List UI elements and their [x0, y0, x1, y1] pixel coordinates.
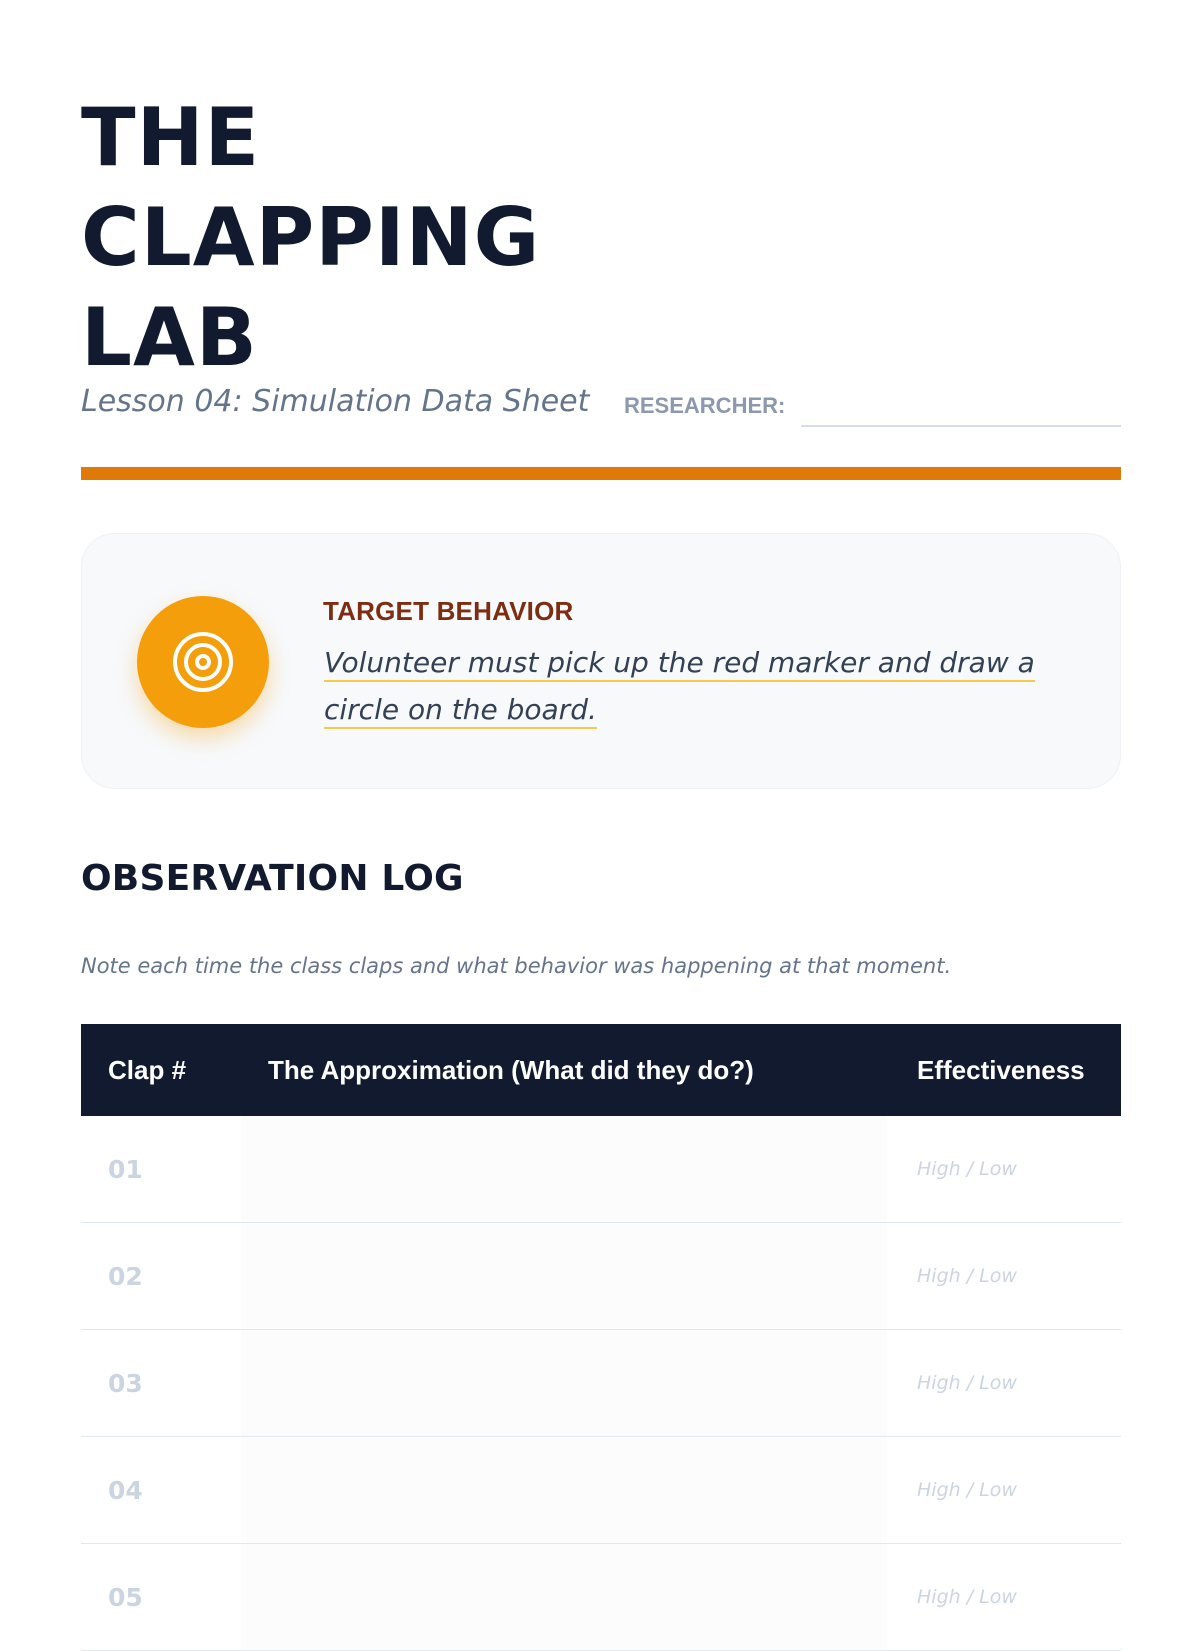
- researcher-name-field[interactable]: [801, 425, 1121, 427]
- target-glyph: [171, 630, 235, 694]
- clap-number: 04: [81, 1437, 241, 1544]
- clap-number: 01: [81, 1116, 241, 1223]
- title-line: THE: [81, 91, 261, 184]
- observation-log-note: Note each time the class claps and what behavior was happening at that moment.: [81, 954, 952, 978]
- approximation-cell[interactable]: [241, 1330, 887, 1437]
- effectiveness-cell[interactable]: High / Low: [887, 1330, 1121, 1437]
- researcher-label: RESEARCHER:: [624, 393, 786, 418]
- column-header-approximation: The Approximation (What did they do?): [241, 1024, 887, 1116]
- subtitle-row: [81, 380, 1121, 430]
- table-row: [81, 1544, 1121, 1651]
- table-row: [81, 1330, 1121, 1437]
- table-header-row: [81, 1024, 1121, 1116]
- page-title: [81, 88, 540, 388]
- observation-log-title: OBSERVATION LOG: [81, 858, 464, 899]
- effectiveness-cell[interactable]: High / Low: [887, 1544, 1121, 1651]
- table-row: [81, 1116, 1121, 1223]
- observation-log-table: [81, 1024, 1121, 1651]
- approximation-cell[interactable]: [241, 1437, 887, 1544]
- effectiveness-cell[interactable]: High / Low: [887, 1116, 1121, 1223]
- accent-divider: [81, 467, 1121, 480]
- target-behavior-line: Volunteer must pick up the red marker and draw a: [324, 646, 1035, 682]
- approximation-cell[interactable]: [241, 1116, 887, 1223]
- target-behavior-label: TARGET BEHAVIOR: [323, 596, 574, 626]
- target-icon: [137, 596, 269, 728]
- clap-number: 05: [81, 1544, 241, 1651]
- target-behavior-card: [81, 533, 1121, 789]
- table-row: [81, 1223, 1121, 1330]
- column-header-effectiveness: Effectiveness: [887, 1024, 1121, 1116]
- column-header-clap: Clap #: [81, 1024, 241, 1116]
- title-line: LAB: [81, 291, 258, 384]
- clap-number: 03: [81, 1330, 241, 1437]
- lesson-subtitle: Lesson 04: Simulation Data Sheet: [81, 384, 590, 419]
- effectiveness-cell[interactable]: High / Low: [887, 1223, 1121, 1330]
- clap-number: 02: [81, 1223, 241, 1330]
- target-behavior-line: circle on the board.: [324, 693, 597, 729]
- title-line: CLAPPING: [81, 191, 541, 284]
- approximation-cell[interactable]: [241, 1223, 887, 1330]
- target-behavior-text: [324, 639, 1064, 733]
- approximation-cell[interactable]: [241, 1544, 887, 1651]
- table-row: [81, 1437, 1121, 1544]
- effectiveness-cell[interactable]: High / Low: [887, 1437, 1121, 1544]
